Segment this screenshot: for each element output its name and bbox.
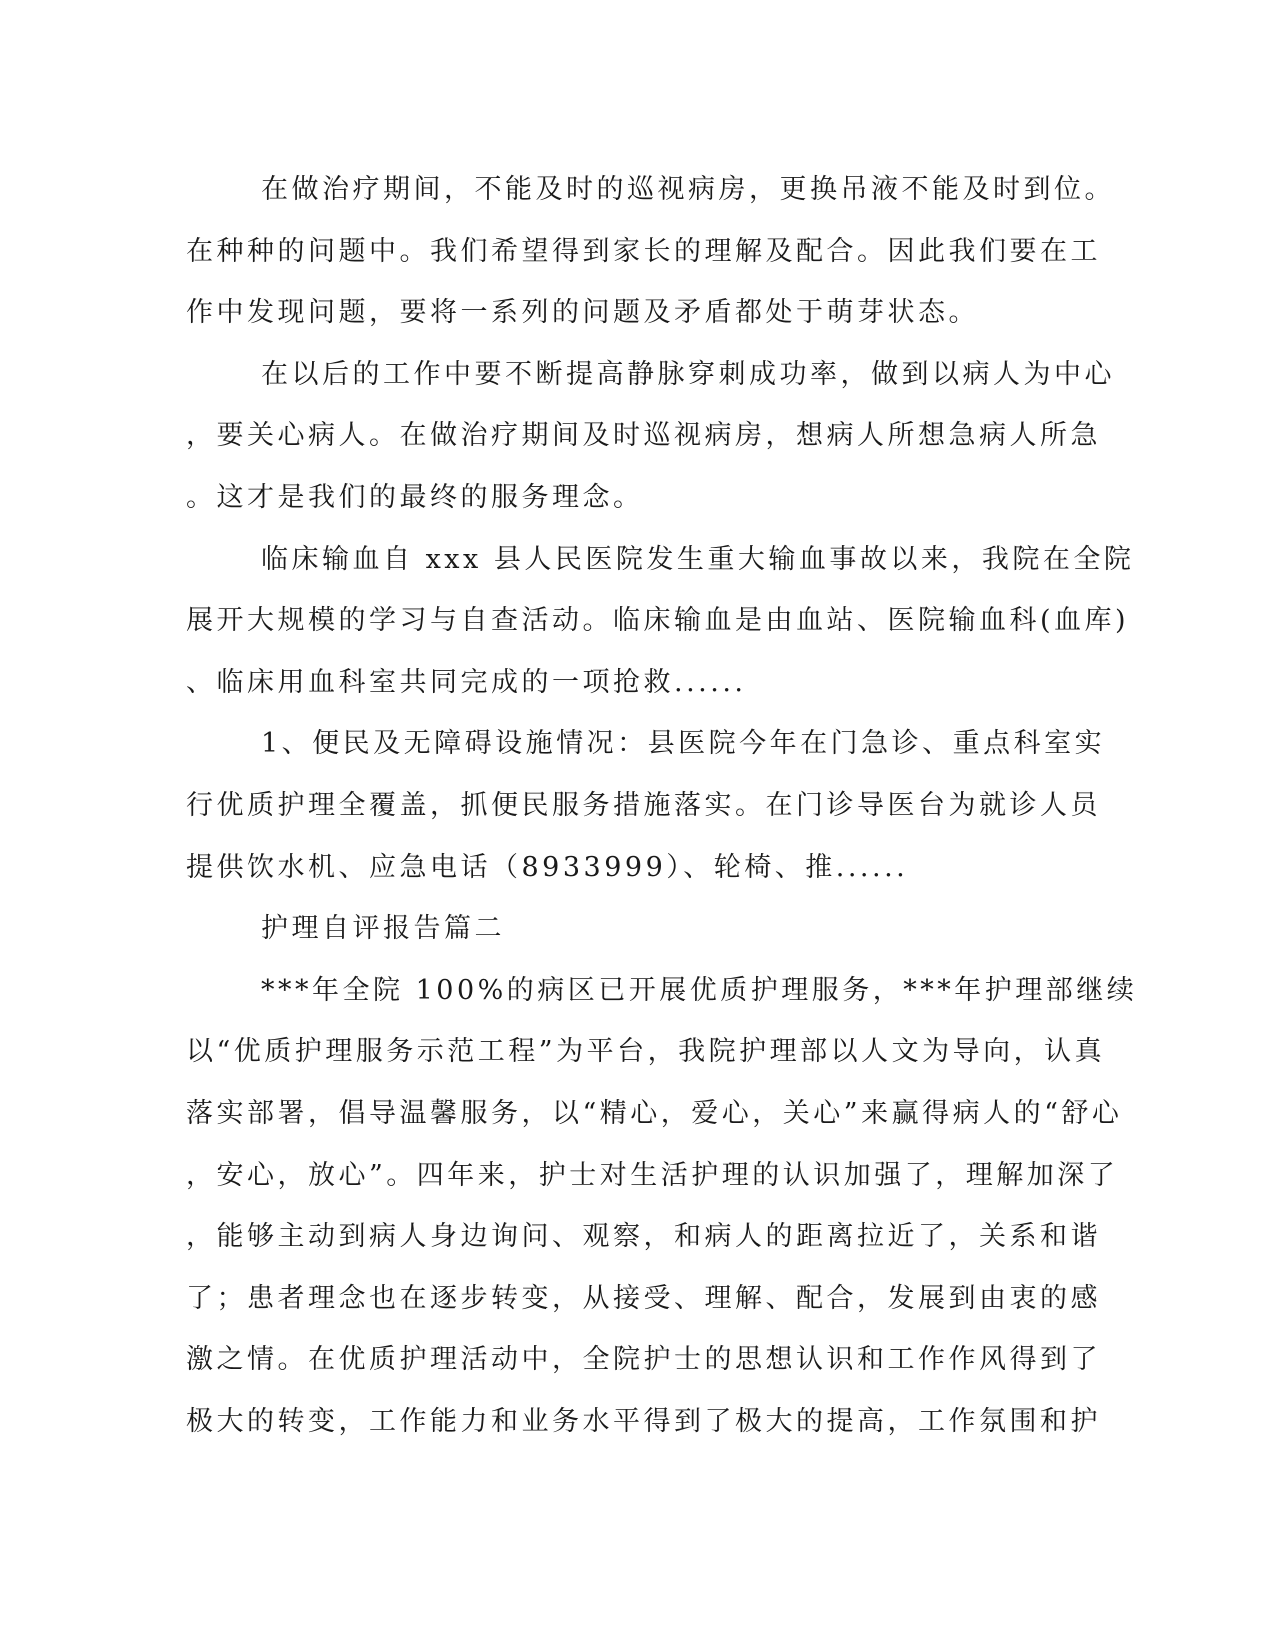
paragraph-line: 展开大规模的学习与自查活动。临床输血是由血站、医院输血科(血库) [186, 605, 1130, 637]
body-text [186, 159, 1138, 1452]
paragraph-line: 在做治疗期间，不能及时的巡视病房，更换吊液不能及时到位。 [261, 174, 1115, 205]
paragraph-line: 作中发现问题，要将一系列的问题及矛盾都处于萌芽状态。 [186, 297, 979, 329]
paragraph-line: 。这才是我们的最终的服务理念。 [186, 481, 644, 513]
paragraph-line: 了；患者理念也在逐步转变，从接受、理解、配合，发展到由衷的感 [186, 1282, 1101, 1314]
paragraph-line: 落实部署，倡导温馨服务，以“精心，爱心，关心”来赢得病人的“舒心 [186, 1097, 1123, 1129]
paragraph-line: 临床输血自 xxx 县人民医院发生重大输血事故以来，我院在全院 [261, 543, 1135, 575]
paragraph-line: 行优质护理全覆盖，抓便民服务措施落实。在门诊导医台为就诊人员 [186, 789, 1101, 821]
paragraph-line: ***年全院 100%的病区已开展优质护理服务，***年护理部继续 [261, 974, 1138, 1006]
section-heading: 护理自评报告篇二 [261, 913, 505, 945]
paragraph-line: 在以后的工作中要不断提高静脉穿刺成功率，做到以病人为中心 [261, 358, 1115, 390]
paragraph-line: 在种种的问题中。我们希望得到家长的理解及配合。因此我们要在工 [186, 235, 1101, 267]
paragraph-line: 1、便民及无障碍设施情况：县医院今年在门急诊、重点科室实 [261, 728, 1106, 760]
paragraph-line: 极大的转变，工作能力和业务水平得到了极大的提高，工作氛围和护 [186, 1405, 1101, 1437]
paragraph-line: 以“优质护理服务示范工程”为平台，我院护理部以人文为导向，认真 [186, 1036, 1106, 1068]
paragraph-line: ，能够主动到病人身边询问、观察，和病人的距离拉近了，关系和谐 [186, 1221, 1101, 1253]
paragraph-line: ，要关心病人。在做治疗期间及时巡视病房，想病人所想急病人所急 [186, 420, 1101, 452]
paragraph-line: 提供饮水机、应急电话（8933999）、轮椅、推...... [186, 851, 909, 883]
paragraph-line: 、临床用血科室共同完成的一项抢救...... [186, 666, 747, 698]
paragraph-line: ，安心，放心”。四年来，护士对生活护理的认识加强了，理解加深了 [186, 1159, 1119, 1191]
paragraph-line: 激之情。在优质护理活动中，全院护士的思想认识和工作作风得到了 [186, 1344, 1101, 1376]
